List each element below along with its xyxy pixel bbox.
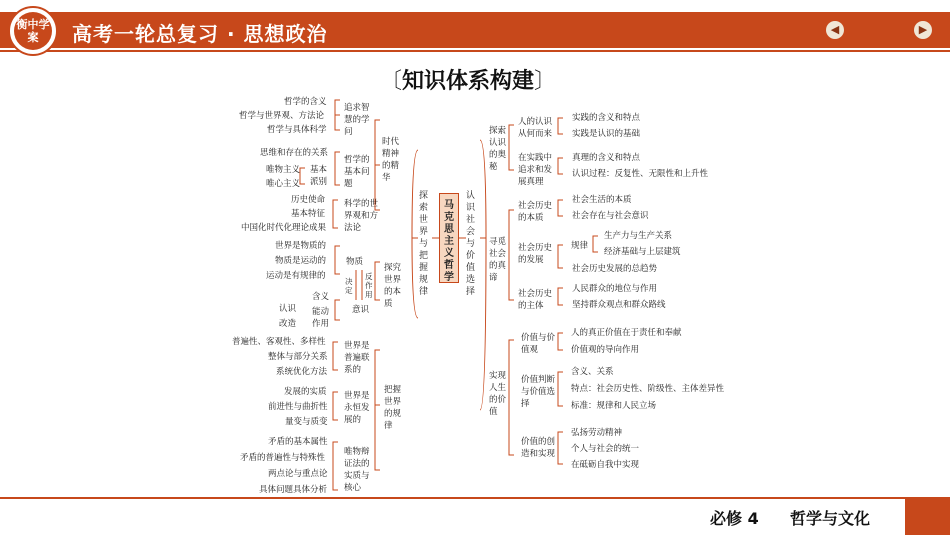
node-zhenli-hanyi: 真理的含义和特点 <box>572 153 641 163</box>
node-weiwu: 唯物主义 <box>266 165 301 175</box>
footer-book: 必修 4 <box>710 509 759 528</box>
node-dili: 在砥砺自我中实现 <box>571 460 640 470</box>
node-zhongguohua: 中国化时代化理论成果 <box>241 223 327 233</box>
node-shidai: 时代精神的精华 <box>382 137 400 183</box>
node-shehui-shenghuo: 社会生活的本质 <box>572 195 632 205</box>
node-shehui-zhuti: 社会历史的主体 <box>518 289 553 311</box>
node-kexue: 科学的世界观和方法论 <box>344 199 379 233</box>
node-shijie-wuzhi: 世界是物质的 <box>275 241 327 251</box>
node-siwei-cunzai: 思维和存在的关系 <box>260 148 329 158</box>
node-maodun-shuxing: 矛盾的基本属性 <box>268 437 328 447</box>
node-jiben-wenti: 哲学的基本问题 <box>344 155 370 189</box>
node-shixian-jiazhi: 实现人生的价值 <box>489 371 507 417</box>
node-shengchanli: 生产力与生产关系 <box>604 231 673 241</box>
center-node: 马克思主义哲学 <box>439 193 459 283</box>
node-fazhan-shizhi: 发展的实质 <box>284 387 327 397</box>
node-gaizao: 改造 <box>279 319 297 329</box>
node-shijian-jichu: 实践是认识的基础 <box>572 129 641 139</box>
node-tansuo-renshi: 探索认识的奥秘 <box>489 126 507 172</box>
node-renshi: 认识 <box>279 304 297 314</box>
logo-text: 衡中学案 <box>14 12 52 50</box>
node-lishi-shiming: 历史使命 <box>291 195 326 205</box>
node-zhuiqiu: 追求智慧的学问 <box>344 103 370 137</box>
course-title: 高考一轮总复习 · 思想政治 <box>72 22 328 46</box>
title-right-bracket: 〕 <box>534 69 557 94</box>
node-jiben-tezheng: 基本特征 <box>291 209 326 219</box>
node-zhuiqiu-zhenli: 在实践中追求和发展真理 <box>518 153 553 187</box>
node-qianjin-quzhe: 前进性与曲折性 <box>268 402 328 412</box>
title-left-bracket: 〔 <box>380 69 403 94</box>
node-renmin-zuoyong: 人民群众的地位与作用 <box>572 284 658 294</box>
node-zhengti-bufen: 整体与部分关系 <box>268 352 328 362</box>
node-cunzai-yishi: 社会存在与社会意识 <box>572 211 649 221</box>
node-renshi-guocheng: 认识过程：反复性、无限性和上升性 <box>572 169 709 179</box>
node-bawo: 把握世界的规律 <box>384 385 402 431</box>
node-daoxiang: 价值观的导向作用 <box>571 345 640 355</box>
node-yundong-guilv: 运动是有规律的 <box>266 271 326 281</box>
node-xunmi-zhenti: 寻觅社会的真谛 <box>489 237 507 283</box>
node-yongheng-fazhan: 世界是永恒发展的 <box>344 391 370 425</box>
node-liangdianlun: 两点论与重点论 <box>268 469 328 479</box>
node-zong-qushi: 社会历史发展的总趋势 <box>572 264 658 274</box>
node-zhexue-juti: 哲学与具体科学 <box>267 125 327 135</box>
node-yishi: 意识 <box>352 305 370 315</box>
node-guilv: 规律 <box>571 241 589 251</box>
node-shehui-benzhi: 社会历史的本质 <box>518 201 553 223</box>
right-main-branch: 认识社会与价值选择 <box>466 191 476 297</box>
footer-accent <box>905 497 950 535</box>
node-tongyi: 个人与社会的统一 <box>571 444 640 454</box>
node-fanzuoyong: 反作用 <box>365 272 373 299</box>
footer-divider <box>0 497 950 499</box>
left-main-branch: 探索世界与把握规律 <box>419 191 429 297</box>
node-biaozhun: 标准：规律和人民立场 <box>571 401 657 411</box>
node-zhexue-shijieguan: 哲学与世界观、方法论 <box>239 111 325 121</box>
node-maodun-pubian: 矛盾的普遍性与特殊性 <box>240 453 326 463</box>
node-lianxi-tezheng: 普遍性、客观性、多样性 <box>232 337 326 347</box>
node-bianzheng-hexin: 唯物辩证法的实质与核心 <box>344 447 370 493</box>
node-renshi-cong: 人的认识从何而来 <box>518 117 553 139</box>
right-arrow-icon: ▶ <box>918 23 928 36</box>
node-pubian-lianxi: 世界是普遍联系的 <box>344 341 370 375</box>
footer-subject: 哲学与文化 <box>790 509 871 528</box>
title-text: 知识体系构建 <box>402 69 535 94</box>
node-chuangzao: 价值的创造和实现 <box>521 437 556 459</box>
node-jueding: 决定 <box>345 277 353 295</box>
node-shijian-hanyi: 实践的含义和特点 <box>572 113 641 123</box>
node-wuzhi-yundong: 物质是运动的 <box>275 256 327 266</box>
node-tanjiu: 探究世界的本质 <box>384 263 402 309</box>
node-jiazhi-jiazhiguan: 价值与价值观 <box>521 333 556 355</box>
node-hanyi: 含义 <box>312 292 330 302</box>
node-zhenzheng-jiazhi: 人的真正价值在于责任和奉献 <box>571 328 682 338</box>
node-panduan-xuanze: 价值判断与价值选择 <box>521 375 556 409</box>
node-xitong: 系统优化方法 <box>276 367 328 377</box>
node-hanyi-guanxi: 含义、关系 <box>571 367 614 377</box>
node-liangbian-zhibian: 量变与质变 <box>285 417 328 427</box>
node-juti-wenti: 具体问题具体分析 <box>259 485 328 495</box>
node-shehui-fazhan: 社会历史的发展 <box>518 243 553 265</box>
left-arrow-icon: ◀ <box>830 23 840 36</box>
node-jiben-paibie: 基本派别 <box>310 165 328 187</box>
node-jingji-jichu: 经济基础与上层建筑 <box>604 247 681 257</box>
node-wuzhi: 物质 <box>346 257 364 267</box>
node-zhexue-hanyi: 哲学的含义 <box>284 97 327 107</box>
node-tedian: 特点：社会历史性、阶级性、主体差异性 <box>571 384 725 394</box>
node-weixin: 唯心主义 <box>266 179 301 189</box>
node-nengdong: 能动作用 <box>312 307 330 329</box>
node-qunzhong-guandian: 坚持群众观点和群众路线 <box>572 300 666 310</box>
node-laodong: 弘扬劳动精神 <box>571 428 623 438</box>
